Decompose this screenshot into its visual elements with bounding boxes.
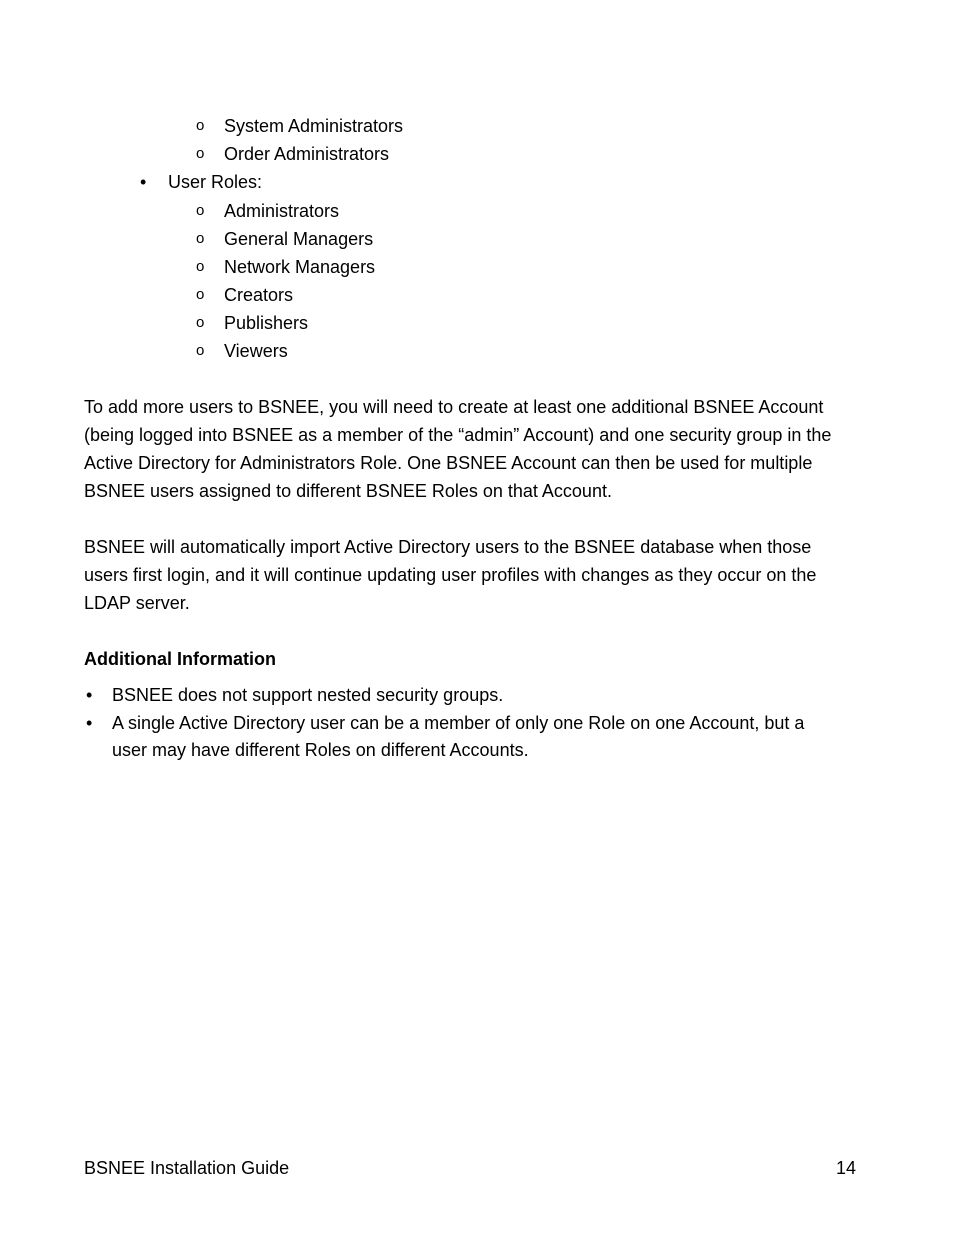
list-item: General Managers: [224, 229, 374, 249]
list-item: Order Administrators: [224, 144, 390, 164]
sub-bullet-marker: o: [196, 258, 205, 275]
paragraph-line: BSNEE users assigned to different BSNEE Roles on that Account.: [84, 481, 612, 501]
paragraph-add-users: [84, 393, 874, 505]
sub-bullet-marker: o: [196, 117, 205, 134]
list-item: Network Managers: [224, 257, 376, 277]
list-item: Publishers: [224, 313, 309, 333]
list-item: BSNEE does not support nested security groups.: [112, 685, 504, 705]
list-item: Administrators: [224, 201, 340, 221]
bullet-marker: •: [86, 685, 93, 705]
paragraph-auto-import: [84, 533, 874, 617]
paragraph-line: LDAP server.: [84, 593, 190, 613]
list-item-continuation: user may have different Roles on different Accounts.: [112, 740, 529, 760]
user-roles-label: User Roles:: [168, 172, 263, 192]
list-item: A single Active Directory user can be a member of only one Role on one Account, but a: [112, 713, 805, 733]
footer-title: BSNEE Installation Guide: [84, 1158, 290, 1178]
sub-bullet-marker: o: [196, 286, 205, 303]
paragraph-line: BSNEE will automatically import Active Directory users to the BSNEE database when those: [84, 537, 812, 557]
paragraph-line: To add more users to BSNEE, you will need to create at least one additional BSNEE Account: [84, 397, 824, 417]
section-heading: Additional Information: [84, 649, 276, 669]
page-number: 14: [836, 1158, 857, 1178]
list-item: Creators: [224, 285, 294, 305]
paragraph-line: Active Directory for Administrators Role. One BSNEE Account can then be used for multiple: [84, 453, 813, 473]
sub-bullet-marker: o: [196, 314, 205, 331]
sub-bullet-marker: o: [196, 230, 205, 247]
paragraph-line: users first login, and it will continue updating user profiles with changes as they occur on the: [84, 565, 817, 585]
list-item: System Administrators: [224, 116, 404, 136]
bullet-marker: •: [86, 713, 93, 733]
sub-bullet-marker: o: [196, 342, 205, 359]
list-item: Viewers: [224, 341, 288, 361]
paragraph-line: (being logged into BSNEE as a member of the “admin” Account) and one security group in the: [84, 425, 832, 445]
bullet-marker: •: [140, 172, 147, 192]
sub-bullet-marker: o: [196, 202, 205, 219]
sub-bullet-marker: o: [196, 145, 205, 162]
